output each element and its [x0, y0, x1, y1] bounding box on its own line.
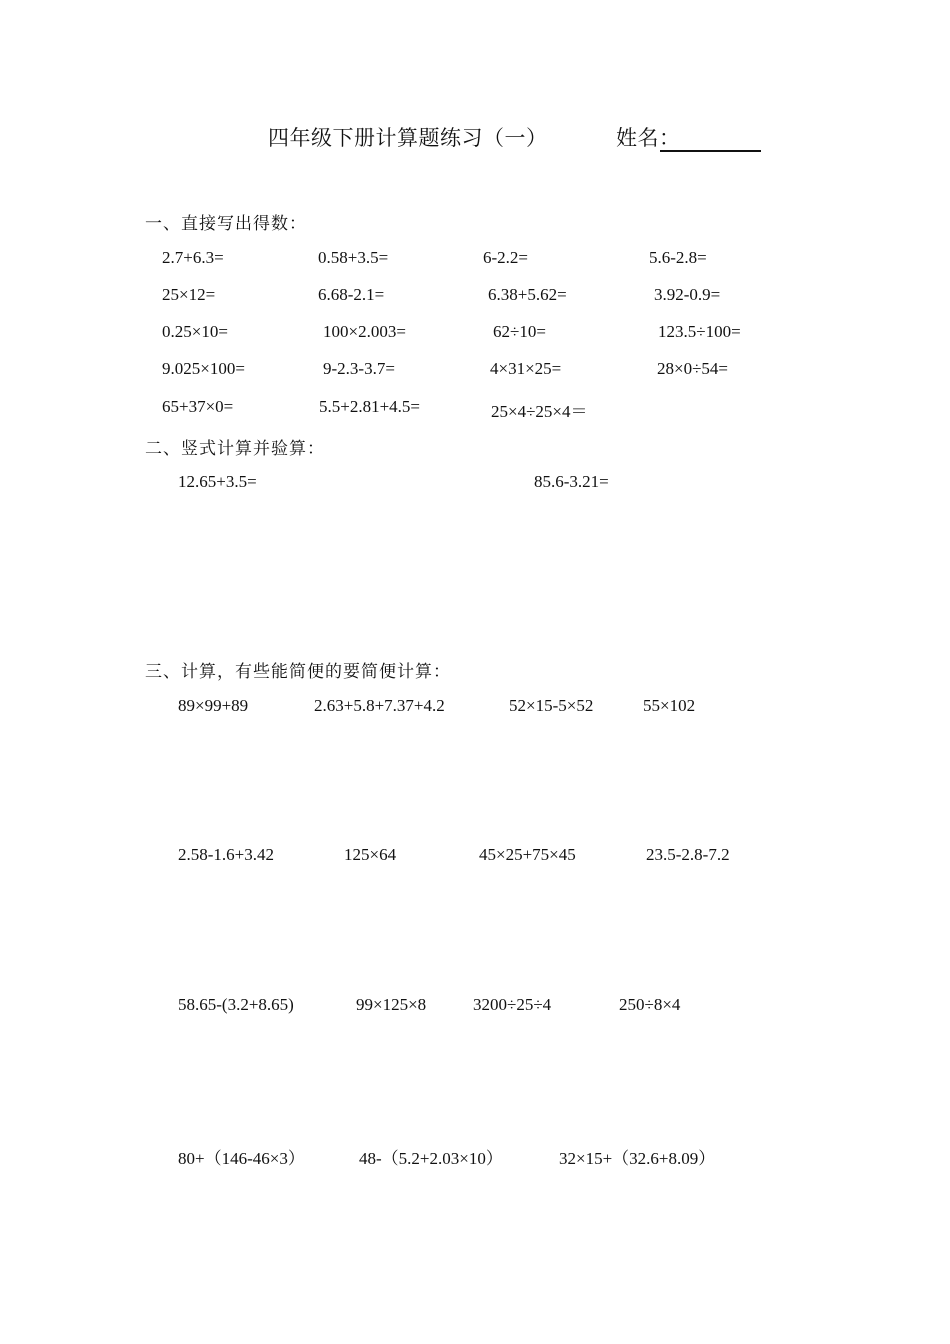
exercise-item: 25×12= — [162, 285, 216, 304]
exercise-item: 9-2.3-3.7= — [323, 359, 395, 378]
exercise-item: 125×64 — [344, 845, 397, 864]
exercise-item: 0.58+3.5= — [318, 248, 389, 267]
exercise-item: 32×15+（32.6+8.09） — [559, 1149, 716, 1168]
exercise-item: 123.5÷100= — [658, 322, 741, 341]
exercise-item: 2.63+5.8+7.37+4.2 — [314, 696, 445, 715]
exercise-item: 6-2.2= — [483, 248, 528, 267]
section2-heading: 二、竖式计算并验算： — [145, 439, 325, 458]
exercise-item: 9.025×100= — [162, 359, 245, 378]
exercise-item: 2.58-1.6+3.42 — [178, 845, 274, 864]
exercise-item: 48-（5.2+2.03×10） — [359, 1149, 503, 1168]
exercise-item: 45×25+75×45 — [479, 845, 576, 864]
section3-heading: 三、计算，有些能简便的要简便计算： — [145, 662, 451, 681]
exercise-item: 3200÷25÷4 — [473, 995, 552, 1014]
exercise-item: 5.5+2.81+4.5= — [319, 397, 421, 416]
exercise-item: 6.38+5.62= — [488, 285, 567, 304]
exercise-item: 62÷10= — [493, 322, 546, 341]
exercise-item: 28×0÷54= — [657, 359, 729, 378]
exercise-item: 25×4÷25×4＝ — [491, 402, 588, 421]
exercise-item: 99×125×8 — [356, 995, 427, 1014]
exercise-item: 85.6-3.21= — [534, 472, 609, 491]
section1-heading: 一、直接写出得数： — [145, 214, 307, 233]
exercise-item: 0.25×10= — [162, 322, 228, 341]
exercise-item: 52×15-5×52 — [509, 696, 594, 715]
exercise-item: 250÷8×4 — [619, 995, 681, 1014]
name-label: 姓名： — [616, 126, 681, 150]
exercise-item: 100×2.003= — [323, 322, 406, 341]
page-title: 四年级下册计算题练习（一） — [268, 126, 548, 150]
exercise-item: 58.65-(3.2+8.65) — [178, 995, 294, 1014]
exercise-item: 23.5-2.8-7.2 — [646, 845, 730, 864]
exercise-item: 3.92-0.9= — [654, 285, 721, 304]
exercise-item: 5.6-2.8= — [649, 248, 707, 267]
exercise-item: 6.68-2.1= — [318, 285, 385, 304]
exercise-item: 12.65+3.5= — [178, 472, 257, 491]
exercise-item: 55×102 — [643, 696, 696, 715]
exercise-item: 2.7+6.3= — [162, 248, 224, 267]
exercise-item: 80+（146-46×3） — [178, 1149, 305, 1168]
name-field-line[interactable] — [660, 150, 761, 152]
exercise-item: 4×31×25= — [490, 359, 562, 378]
exercise-item: 65+37×0= — [162, 397, 234, 416]
exercise-item: 89×99+89 — [178, 696, 249, 715]
